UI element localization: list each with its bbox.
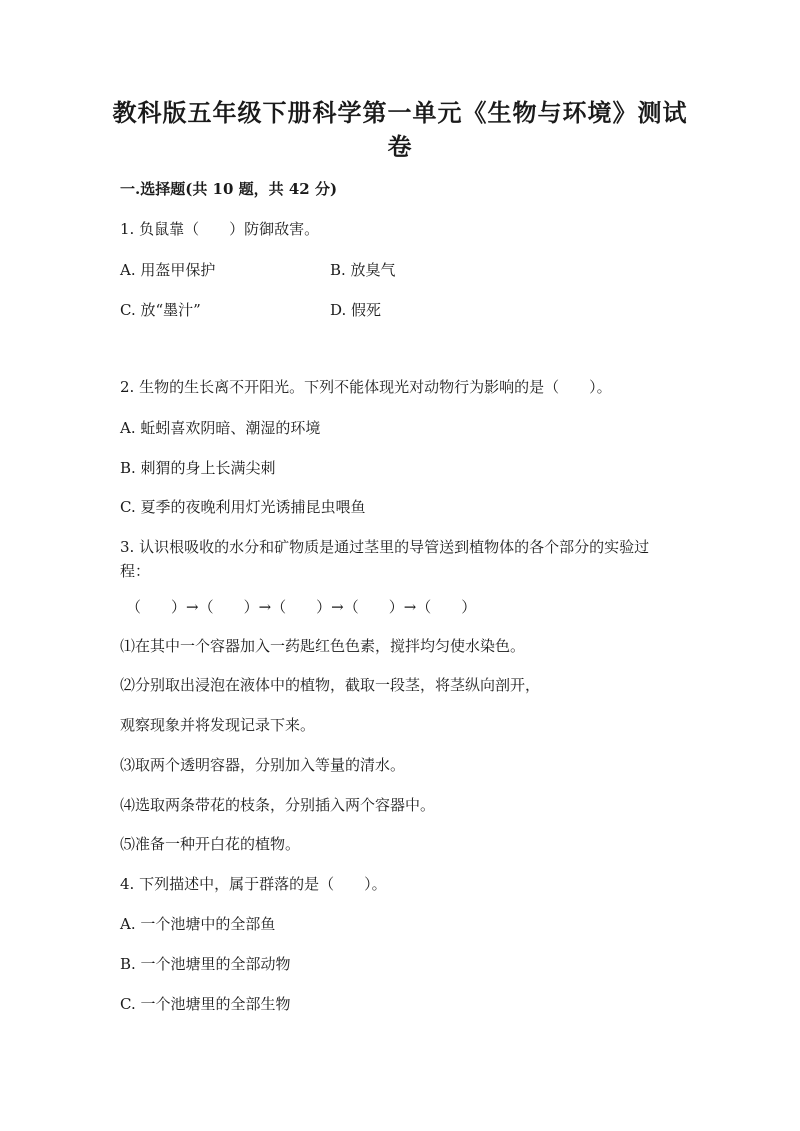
question-4-option-c: C. 一个池塘里的全部生物 [120, 995, 291, 1013]
question-4-option-b: B. 一个池塘里的全部动物 [120, 955, 291, 973]
question-3-stem: 3. 认识根吸收的水分和矿物质是通过茎里的导管送到植物体的各个部分的实验过程： [120, 538, 650, 580]
question-1-option-c: C. 放“墨汁” [120, 301, 201, 319]
question-3-step-1: ⑴在其中一个容器加入一药匙红色色素，搅拌均匀使水染色。 [120, 637, 526, 655]
document-title: 教科版五年级下册科学第一单元《生物与环境》测试卷 [112, 98, 688, 161]
question-1-stem: 1. 负鼠靠（ ）防御敌害。 [120, 220, 320, 238]
question-3-step-2-continued: 观察现象并将发现记录下来。 [120, 716, 316, 734]
question-3-step-5: ⑸准备一种开白花的植物。 [120, 835, 301, 853]
question-1-option-a: A. 用盔甲保护 [120, 261, 216, 279]
question-3-step-2: ⑵分别取出浸泡在液体中的植物，截取一段茎，将茎纵向剖开， [120, 676, 541, 694]
question-1-option-b: B. 放臭气 [330, 261, 396, 279]
question-4-stem: 4. 下列描述中，属于群落的是（ ）。 [120, 875, 387, 893]
question-2-option-a: A. 蚯蚓喜欢阴暗、潮湿的环境 [120, 419, 321, 437]
question-2-stem: 2. 生物的生长离不开阳光。下列不能体现光对动物行为影响的是（ ）。 [120, 378, 612, 396]
section-heading: 一.选择题(共 10 题，共 42 分) [120, 180, 338, 198]
question-3-step-3: ⑶取两个透明容器，分别加入等量的清水。 [120, 756, 406, 774]
question-2-option-c: C. 夏季的夜晚利用灯光诱捕昆虫喂鱼 [120, 498, 366, 516]
question-2-option-b: B. 刺猬的身上长满尖刺 [120, 459, 276, 477]
question-3-sequence: （ ）→（ ）→（ ）→（ ）→（ ） [126, 598, 477, 616]
question-3-step-4: ⑷选取两条带花的枝条，分别插入两个容器中。 [120, 796, 436, 814]
question-1-option-d: D. 假死 [330, 301, 382, 319]
question-4-option-a: A. 一个池塘中的全部鱼 [120, 915, 276, 933]
